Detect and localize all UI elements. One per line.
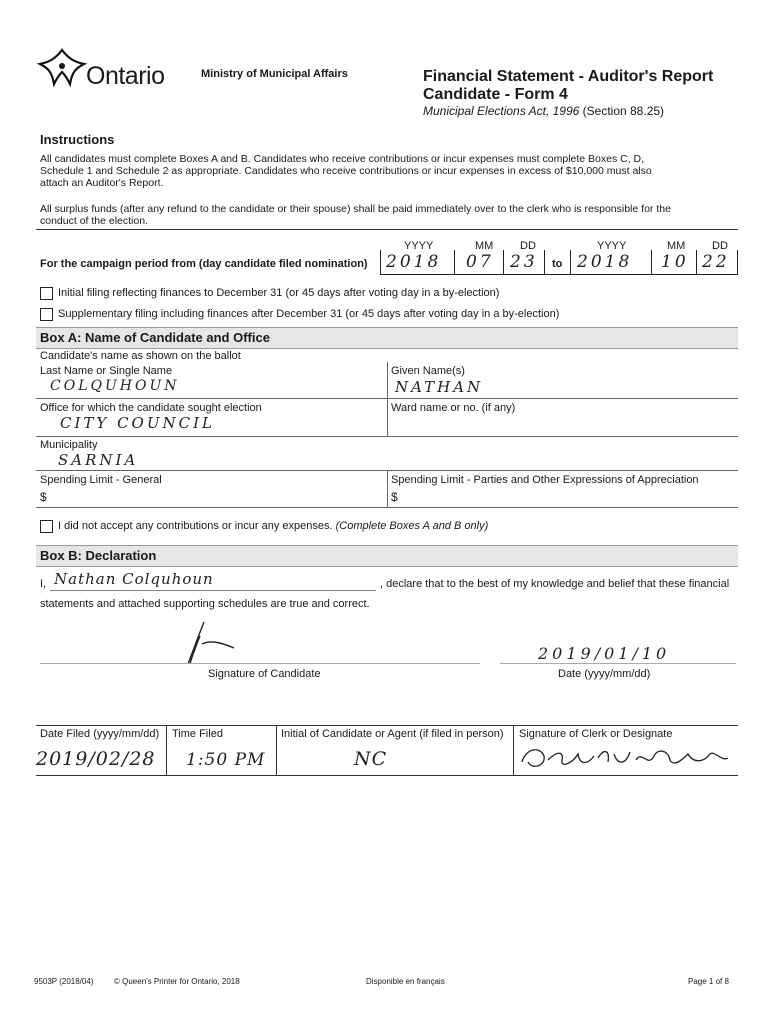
box-b-title: Box B: Declaration [40,548,157,563]
box-a-header [36,327,738,349]
initial-filing-checkbox[interactable] [40,287,53,300]
instructions-paragraph-2: All surplus funds (after any refund to the candidate or their spouse) shall be paid immediately over to the clerk who is responsible for the conduct of the election. [40,203,671,227]
last-name-label: Last Name or Single Name [40,365,173,377]
declaration-date-value[interactable]: 2019/01/10 [538,644,671,663]
to-month-value[interactable]: 10 [661,252,689,272]
from-year-header: YYYY [404,240,434,252]
spending-general-currency: $ [40,490,47,504]
given-names-label: Given Name(s) [391,365,465,377]
from-month-header: MM [475,240,494,252]
from-day-value[interactable]: 23 [510,252,538,272]
time-filed-value[interactable]: 1:50 PM [186,750,266,770]
spending-parties-label: Spending Limit - Parties and Other Expressions of Appreciation [391,474,699,486]
ministry-name: Ministry of Municipal Affairs [201,68,348,80]
spending-general-label: Spending Limit - General [40,474,162,486]
date-filed-value[interactable]: 2019/02/28 [36,748,156,770]
spending-parties-currency: $ [391,490,398,504]
supplementary-filing-checkbox[interactable] [40,308,53,321]
no-contributions-label: I did not accept any contributions or incur any expenses. (Complete Boxes A and B only) [58,520,489,532]
signature-label: Signature of Candidate [208,668,321,680]
to-day-value[interactable]: 22 [702,252,730,272]
copyright: © Queen's Printer for Ontario, 2018 [114,977,240,986]
given-names-value[interactable]: NATHAN [395,378,484,396]
declaration-text-2: statements and attached supporting schedules are true and correct. [40,598,370,610]
french-availability-link[interactable]: Disponible en français [366,977,445,986]
ballot-name-label: Candidate's name as shown on the ballot [40,350,241,362]
to-day-header: DD [712,240,728,252]
declaration-prefix: I, [40,578,47,590]
page-number: Page 1 of 8 [688,977,729,986]
clerk-signature-label: Signature of Clerk or Designate [519,728,673,740]
ontario-trillium-logo-icon [36,44,88,92]
municipality-value[interactable]: SARNIA [58,451,139,469]
supplementary-filing-label: Supplementary filing including finances after December 31 (or 45 days after voting day in a by-election) [58,308,560,320]
to-month-header: MM [667,240,686,252]
to-year-header: YYYY [597,240,627,252]
initial-label: Initial of Candidate or Agent (if filed in person) [281,728,504,740]
office-value[interactable]: CITY COUNCIL [60,414,215,432]
to-year-value[interactable]: 2018 [577,252,633,272]
instructions-heading: Instructions [40,132,115,147]
initial-filing-label: Initial filing reflecting finances to December 31 (or 45 days after voting day in a by-election) [58,287,500,299]
from-day-header: DD [520,240,536,252]
declaration-text: , declare that to the best of my knowledge and belief that these financial [380,578,730,590]
from-year-value[interactable]: 2018 [386,252,442,272]
municipality-label: Municipality [40,439,98,451]
form-code: 9503P (2018/04) [34,977,94,986]
declarant-name[interactable]: Nathan Colquhoun [54,570,214,588]
ontario-wordmark: Ontario [86,62,165,90]
divider [36,229,738,230]
act-reference: Municipal Elections Act, 1996 (Section 88.25) [423,104,665,118]
initial-value[interactable]: NC [354,748,388,770]
box-a-title: Box A: Name of Candidate and Office [40,330,270,345]
last-name-value[interactable]: COLQUHOUN [50,378,180,394]
date-filed-label: Date Filed (yyyy/mm/dd) [40,728,160,740]
date-label: Date (yyyy/mm/dd) [558,668,651,680]
ward-label: Ward name or no. (if any) [391,402,516,414]
to-label: to [552,258,563,270]
form-subtitle: Candidate - Form 4 [423,86,568,103]
campaign-period-label: For the campaign period from (day candidate filed nomination) [40,258,368,270]
time-filed-label: Time Filed [172,728,223,740]
form-title: Financial Statement - Auditor's Report [423,68,714,85]
from-month-value[interactable]: 07 [466,252,494,272]
clerk-signature-icon [518,740,734,774]
no-contributions-checkbox[interactable] [40,520,53,533]
office-label: Office for which the candidate sought election [40,402,262,414]
box-b-header [36,545,738,567]
instructions-paragraph-1: All candidates must complete Boxes A and B. Candidates who receive contributions or incur expenses must complete Boxes C, D, Schedule 1 and Schedule 2 as appropriate. Candidates who receive contributions or incur expenses in excess of $10,000 must also attach an Auditor's Report. [40,153,652,189]
